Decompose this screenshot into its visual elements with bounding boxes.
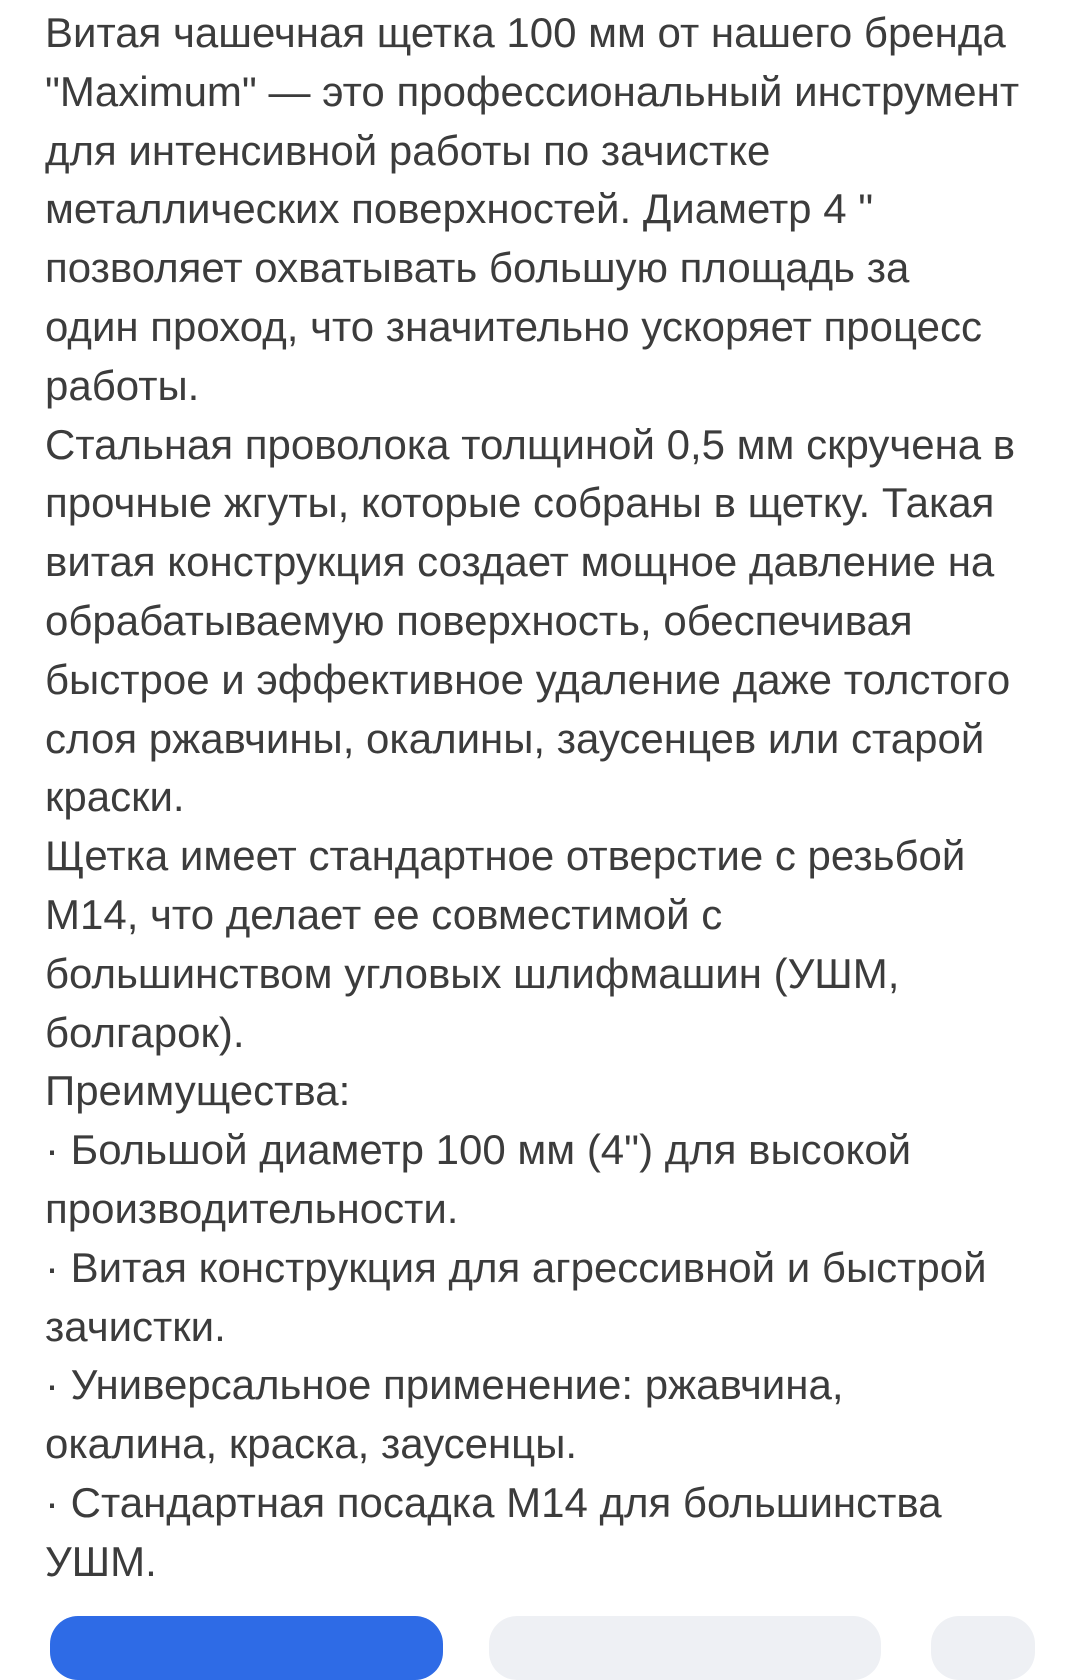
description-line: витая конструкция создает мощное давление на — [45, 538, 995, 586]
more-actions-button[interactable] — [931, 1616, 1035, 1680]
description-line: слоя ржавчины, окалины, заусенцев или старой — [45, 714, 985, 762]
description-line: окалина, краска, заусенцы. — [45, 1420, 578, 1468]
secondary-action-button[interactable] — [489, 1616, 881, 1680]
description-line: "Maximum" — это профессиональный инструмент — [45, 67, 1020, 115]
description-line: · Большой диаметр 100 мм (4") для высокой — [45, 1126, 912, 1174]
description-line: болгарок). — [45, 1008, 245, 1056]
description-line: Преимущества: — [45, 1067, 351, 1115]
primary-action-button[interactable] — [50, 1616, 443, 1680]
description-line: зачистки. — [45, 1302, 226, 1350]
description-line: производительности. — [45, 1184, 459, 1232]
description-line: прочные жгуты, которые собраны в щетку. Такая — [45, 479, 995, 527]
description-line: обрабатываемую поверхность, обеспечивая — [45, 596, 913, 644]
description-line: · Стандартная посадка М14 для большинства — [45, 1478, 942, 1526]
description-line: один проход, что значительно ускоряет процесс — [45, 302, 982, 350]
description-line: металлических поверхностей. Диаметр 4 " — [45, 185, 874, 233]
description-line: позволяет охватывать большую площадь за — [45, 244, 910, 292]
description-line: Витая чашечная щетка 100 мм от нашего бренда — [45, 9, 1006, 56]
bottom-action-bar — [0, 1616, 1080, 1625]
description-line: Щетка имеет стандартное отверстие с резьбой — [45, 832, 966, 880]
description-line: для интенсивной работы по зачистке — [45, 126, 771, 174]
product-description-text — [45, 4, 1045, 1592]
description-line: Стальная проволока толщиной 0,5 мм скручена в — [45, 420, 1016, 468]
description-line: работы. — [45, 361, 200, 409]
description-line: · Универсальное применение: ржавчина, — [45, 1361, 844, 1409]
description-line: быстрое и эффективное удаление даже толстого — [45, 655, 1011, 703]
description-line: · Витая конструкция для агрессивной и быстрой — [45, 1243, 987, 1291]
description-line: краски. — [45, 773, 185, 821]
description-line: УШМ. — [45, 1537, 157, 1585]
description-line: большинством угловых шлифмашин (УШМ, — [45, 949, 900, 997]
description-line: М14, что делает ее совместимой с — [45, 890, 723, 938]
